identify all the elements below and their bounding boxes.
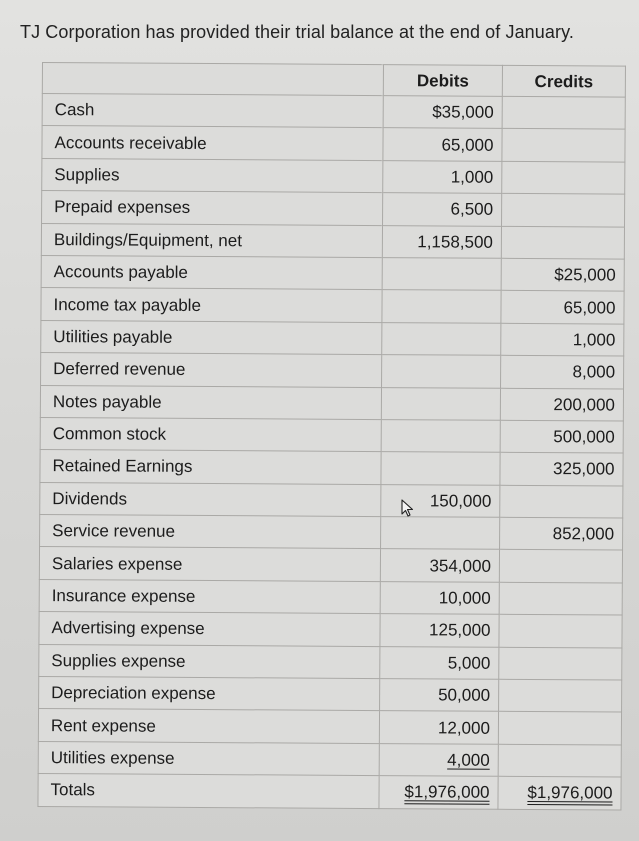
table-row bbox=[38, 741, 621, 777]
credit-amount: 65,000 bbox=[501, 291, 624, 324]
account-name: Income tax payable bbox=[41, 288, 382, 322]
account-name: Depreciation expense bbox=[39, 677, 380, 711]
credit-amount bbox=[500, 485, 623, 518]
credit-amount: 500,000 bbox=[500, 420, 623, 453]
account-name: Insurance expense bbox=[39, 579, 380, 613]
credits-column-header: Credits bbox=[502, 65, 625, 97]
table-row bbox=[41, 353, 624, 389]
account-name: Rent expense bbox=[38, 709, 379, 743]
page-title: TJ Corporation has provided their trial balance at the end of January. bbox=[20, 22, 574, 42]
debit-amount: 125,000 bbox=[380, 614, 499, 647]
debit-amount: 150,000 bbox=[381, 484, 500, 517]
debit-amount: 6,500 bbox=[383, 193, 502, 226]
account-name: Utilities payable bbox=[41, 320, 382, 354]
table-row bbox=[41, 288, 624, 324]
account-name: Accounts receivable bbox=[42, 126, 383, 160]
credit-amount: 8,000 bbox=[501, 355, 624, 388]
credit-amount bbox=[502, 96, 625, 129]
account-name: Utilities expense bbox=[38, 741, 379, 775]
table-row bbox=[41, 320, 624, 356]
debit-amount bbox=[381, 419, 500, 452]
debit-amount: 65,000 bbox=[383, 128, 502, 161]
credit-amount bbox=[499, 550, 622, 583]
table-row bbox=[40, 385, 623, 421]
debit-amount: 1,158,500 bbox=[382, 225, 501, 258]
debit-amount bbox=[382, 322, 501, 355]
total-credits: $1,976,000 bbox=[498, 777, 621, 810]
credit-amount bbox=[502, 161, 625, 194]
debit-amount: 10,000 bbox=[380, 581, 499, 614]
credit-amount bbox=[499, 679, 622, 712]
table-row bbox=[39, 612, 622, 648]
header-row bbox=[42, 63, 625, 98]
debit-amount bbox=[381, 517, 500, 550]
totals-label: Totals bbox=[38, 774, 379, 808]
table-row bbox=[39, 579, 622, 615]
debit-amount: 1,000 bbox=[383, 160, 502, 193]
account-name: Service revenue bbox=[40, 515, 381, 549]
table-row bbox=[40, 515, 623, 551]
credit-amount bbox=[502, 129, 625, 162]
credit-amount: 852,000 bbox=[500, 517, 623, 550]
table-row bbox=[40, 450, 623, 486]
credit-amount bbox=[498, 744, 621, 777]
credit-amount bbox=[499, 647, 622, 680]
account-name: Buildings/Equipment, net bbox=[41, 223, 382, 257]
credit-amount: 1,000 bbox=[501, 323, 624, 356]
table-row bbox=[40, 482, 623, 518]
debit-amount: 4,000 bbox=[379, 743, 498, 776]
account-name: Retained Earnings bbox=[40, 450, 381, 484]
debit-amount: 5,000 bbox=[380, 646, 499, 679]
trial-balance-table bbox=[37, 62, 626, 810]
credit-amount bbox=[502, 193, 625, 226]
credit-amount bbox=[501, 226, 624, 259]
account-name: Accounts payable bbox=[41, 255, 382, 289]
total-debits: $1,976,000 bbox=[379, 776, 498, 809]
totals-row bbox=[38, 774, 621, 810]
credit-amount bbox=[498, 712, 621, 745]
account-name: Dividends bbox=[40, 482, 381, 516]
debit-amount bbox=[382, 355, 501, 388]
debit-amount bbox=[382, 258, 501, 291]
table-row bbox=[39, 644, 622, 680]
table-row bbox=[39, 547, 622, 583]
account-name: Notes payable bbox=[40, 385, 381, 419]
debit-amount bbox=[382, 290, 501, 323]
account-name: Deferred revenue bbox=[41, 353, 382, 387]
table-row bbox=[39, 677, 622, 713]
credit-amount: 325,000 bbox=[500, 453, 623, 486]
credit-amount bbox=[499, 615, 622, 648]
account-name: Advertising expense bbox=[39, 612, 380, 646]
table-row bbox=[42, 191, 625, 227]
mouse-cursor-icon bbox=[401, 499, 415, 517]
debits-column-header: Debits bbox=[383, 65, 502, 97]
debit-amount bbox=[381, 452, 500, 485]
table-row bbox=[40, 417, 623, 453]
debit-amount: 12,000 bbox=[379, 711, 498, 744]
account-name: Common stock bbox=[40, 417, 381, 451]
account-name: Salaries expense bbox=[39, 547, 380, 581]
account-name: Supplies bbox=[42, 158, 383, 192]
credit-amount: 200,000 bbox=[500, 388, 623, 421]
table-row bbox=[38, 709, 621, 745]
debit-amount: $35,000 bbox=[383, 96, 502, 129]
credit-amount bbox=[499, 582, 622, 615]
credit-amount: $25,000 bbox=[501, 258, 624, 291]
account-column-header bbox=[42, 63, 383, 96]
account-name: Prepaid expenses bbox=[42, 191, 383, 225]
account-name: Supplies expense bbox=[39, 644, 380, 678]
table-row bbox=[41, 223, 624, 259]
debit-amount bbox=[381, 387, 500, 420]
table-row bbox=[42, 126, 625, 162]
table-row bbox=[42, 94, 625, 130]
debit-amount: 50,000 bbox=[380, 679, 499, 712]
table-row bbox=[41, 255, 624, 291]
table-row bbox=[42, 158, 625, 194]
debit-amount: 354,000 bbox=[380, 549, 499, 582]
account-name: Cash bbox=[42, 94, 383, 128]
